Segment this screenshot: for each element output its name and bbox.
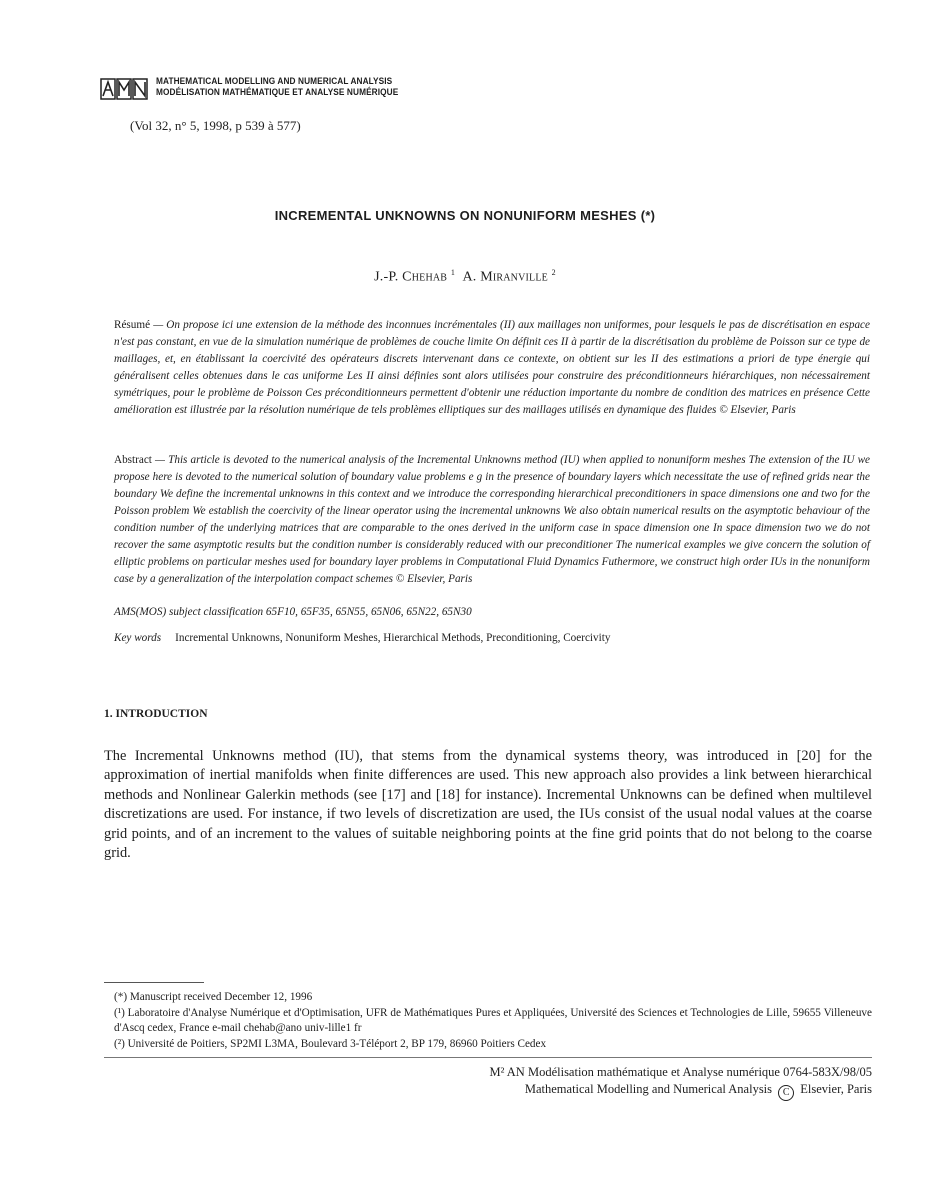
page-rule — [104, 1057, 872, 1058]
paper-title: INCREMENTAL UNKNOWNS ON NONUNIFORM MESHES (*) — [274, 208, 656, 223]
publisher-name: Elsevier, Paris — [800, 1082, 872, 1096]
journal-header — [100, 76, 500, 104]
keywords — [114, 632, 870, 644]
resume-paragraph — [114, 317, 870, 419]
footnote-affiliation-2: (²) Université de Poitiers, SP2MI L3MA, Boulevard 3-Téléport 2, BP 179, 86960 Poitiers Cedex — [114, 1037, 547, 1050]
journal-logo-icon — [100, 78, 148, 100]
keywords-text: Incremental Unknowns, Nonuniform Meshes, Hierarchical Methods, Preconditioning, Coercivity — [175, 632, 611, 644]
publisher-line-1: M² AN Modélisation mathématique et Analyse numérique 0764-583X/98/05 — [489, 1065, 872, 1079]
author-line — [0, 268, 930, 286]
author-1-name: Chehab — [402, 269, 448, 285]
footnote-rule — [104, 982, 204, 983]
keywords-label: Key words — [114, 632, 162, 644]
publisher-journal: Mathematical Modelling and Numerical Analysis — [524, 1082, 773, 1096]
ams-classification: AMS(MOS) subject classification 65F10, 65F35, 65N55, 65N06, 65N22, 65N30 — [114, 606, 472, 618]
introduction-paragraph: The Incremental Unknowns method (IU), that stems from the dynamical systems theory, was introduced in [20] for the approximation of inertial manifolds when finite differences are used. This new approach also provides a link between hierarchical methods and Nonlinear Galerkin methods (see [17] and [18] for instance). Incremental Unknowns can be defined when multilevel discretizations are used. For instance, if two levels of discretization are used, the IUs consist of the usual nodal values at the coarse grid points, and of an increment to the values of suitable neighboring points at the fine grid points that do not belong to the coarse grid. — [104, 748, 872, 862]
footnote-affiliation-1: (¹) Laboratoire d'Analyse Numérique et d'Optimisation, UFR de Mathématiques Pures et Appliquées, Université des Sciences et Technologies de Lille, 59655 Villeneuve d'Ascq cedex, France e-mail chehab@ano univ-lille1 fr — [114, 1006, 872, 1034]
abstract-text: — This article is devoted to the numerical analysis of the Incremental Unknowns method (IU) when applied to nonuniform meshes The extension of the IU we propose here is devoted to the numerical solution of boundary value problems e g in the presence of boundary layers which necessitate the use of refined grids near the boundary We define the incremental unknowns in this context and we introduce the corresponding hierarchical preconditioners in space dimensions one and two for the Poisson problem We establish the coercivity of the linear operator using the incremental unknowns We also obtain numerical results on the asymptotic behaviour of the condition number of the underlying matrices that are comparable to the ones derived in the uniform case in space dimension one In space dimension two we do not recover the same asymptotic results but the condition number is considerably reduced with our preconditioner The numerical examples we give concern the solution of elliptic problems on particular meshes used for boundary layer problems in Computational Fluid Dynamics Futhermore, we construct high order IUs in the nonuniform case by a generalization of the interpolation compact schemes © Elsevier, Paris — [114, 454, 870, 585]
author-2-name: Miranville — [480, 269, 548, 285]
abstract-paragraph — [114, 452, 870, 588]
abstract-label: Abstract — [114, 454, 152, 466]
resume-label: Résumé — [114, 319, 151, 331]
journal-name-en: MATHEMATICAL MODELLING AND NUMERICAL ANALYSIS — [156, 76, 393, 86]
journal-name-fr: MODÉLISATION MATHÉMATIQUE ET ANALYSE NUMÉRIQUE — [156, 87, 399, 97]
footnotes — [104, 990, 872, 1052]
copyright-icon: C — [778, 1085, 794, 1101]
author-1-affiliation-mark: 1 — [450, 268, 456, 277]
author-2-initial: A. — [462, 269, 481, 285]
author-1-initial: J.-P. — [374, 269, 403, 285]
resume-text: — On propose ici une extension de la méthode des inconnues incrémentales (II) aux maillages non uniformes, pour lesquels le pas de discrétisation en espace n'est pas constant, en vue de la simulation numérique de problèmes de couche limite On définit ces II à partir de la discrétisation du problème de Poisson sur ce type de maillages, et, en établissant la coercivité des opérateurs discrets intervenant dans ce contexte, on obtient sur les II des estimations a priori de type énergie qui généralisent celles obtenues dans le cas uniforme Les II ainsi définies sont alors utilisées pour construire des préconditionneurs hiérarchiques, non nécessairement symétriques, pour le problème de Poisson Ces préconditionneurs permettent d'obtenir une réduction importante du nombre de condition des matrices en présence Cette amélioration est illustrée par la résolution numérique de tels problèmes elliptiques sur des maillages utilisés en dynamique des fluides © Elsevier, Paris — [114, 319, 870, 416]
publisher-info — [412, 1064, 872, 1101]
author-2-affiliation-mark: 2 — [551, 268, 556, 277]
footnote-manuscript: (*) Manuscript received December 12, 1996 — [114, 991, 313, 1003]
publisher-line-2 — [412, 1081, 872, 1101]
section-heading: 1. INTRODUCTION — [104, 708, 208, 720]
volume-info: (Vol 32, n° 5, 1998, p 539 à 577) — [130, 118, 301, 133]
